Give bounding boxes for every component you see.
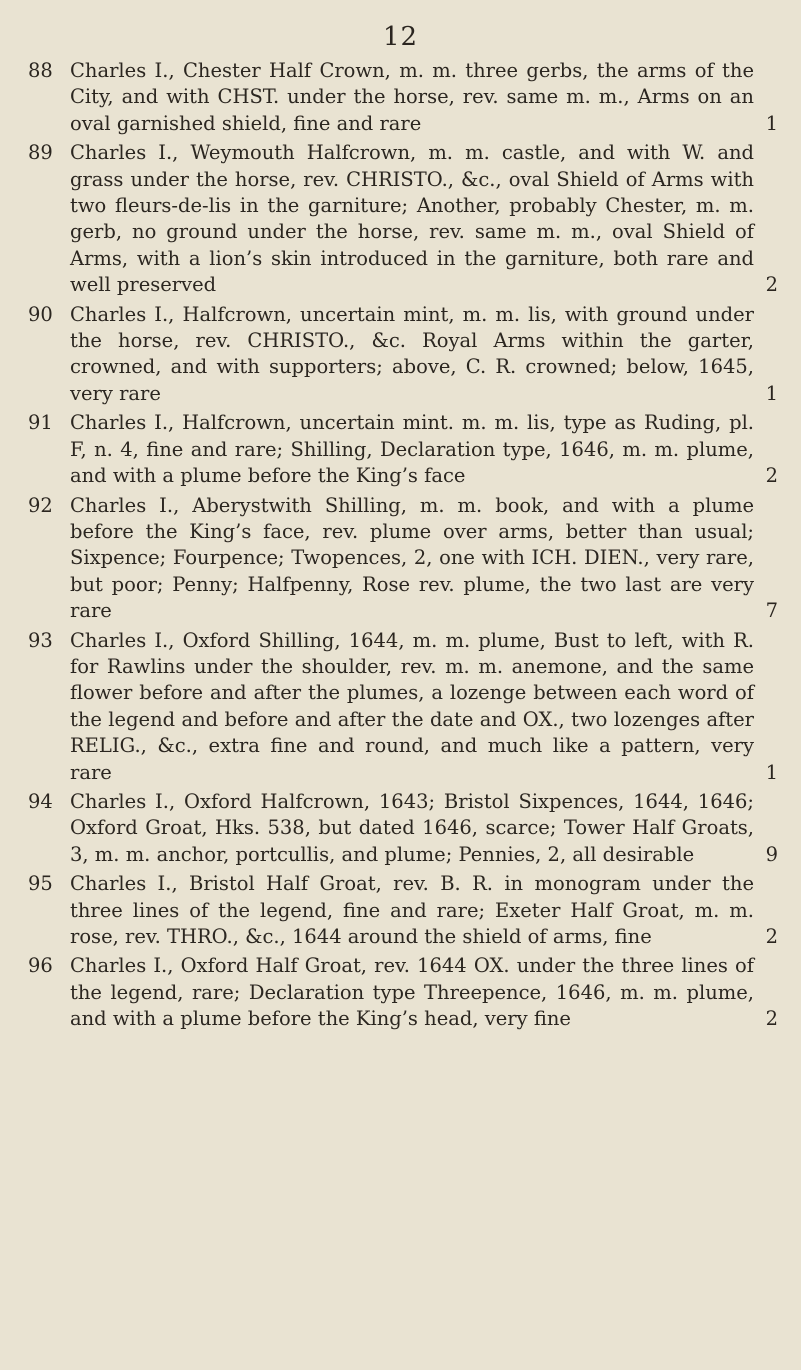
lot-number: 88 (28, 59, 53, 82)
lot-item (28, 410, 778, 489)
lot-quantity: 2 (765, 925, 778, 948)
lot-item (28, 789, 778, 868)
lot-description: Charles I., Chester Half Crown, m. m. three gerbs, the arms of the City, and with CHST. under the horse, rev. same m. m., Arms on an oval garnished shield, fine and rare (70, 59, 754, 135)
lot-quantity: 7 (765, 599, 778, 623)
lot-item (28, 493, 778, 625)
lot-description: Charles I., Weymouth Halfcrown, m. m. castle, and with W. and grass under the horse, rev. CHRISTO., &c., oval Shield of Arms with two fleurs-de-lis in the garniture; Another, probably Chester, m. m. gerb, no ground under the horse, rev. same m. m., oval Shield of Arms, with a lion’s skin introduced in the garniture, both rare and well preserved (70, 141, 754, 297)
lot-description: Charles I., Bristol Half Groat, rev. B. R. in monogram under the three lines of the legend, fine and rare; Exeter Half Groat, m. m. rose, rev. THRO., &c., 1644 around the shield of arms, fine (70, 872, 754, 948)
lot-list (28, 58, 778, 1036)
lot-item (28, 953, 778, 1032)
lot-description: Charles I., Halfcrown, uncertain mint, m. m. lis, with ground under the horse, rev. CHRISTO., &c. Royal Arms within the garter, crowned, and with supporters; above, C. R. crowned; below, 1645, very rare (70, 302, 754, 405)
page-number: 12 (382, 22, 419, 52)
lot-number: 95 (28, 872, 53, 896)
lot-item (28, 140, 778, 298)
lot-quantity: 1 (765, 381, 778, 405)
lot-quantity: 2 (765, 464, 778, 488)
lot-number: 96 (28, 954, 53, 978)
lot-description: Charles I., Oxford Halfcrown, 1643; Bristol Sixpences, 1644, 1646; Oxford Groat, Hks. 538, but dated 1646, scarce; Tower Half Groats, 3, m. m. anchor, portcullis, and plume; Pennies, 2, all desirable (70, 789, 754, 866)
lot-number: 89 (28, 141, 53, 165)
lot-quantity: 1 (765, 760, 778, 784)
lot-item (28, 302, 778, 408)
lot-item (28, 628, 778, 786)
lot-number: 91 (28, 411, 53, 435)
lot-description: Charles I., Aberystwith Shilling, m. m. book, and with a plume before the King’s face, rev. plume over arms, better than usual; Sixpence; Fourpence; Twopences, 2, one with ICH. DIEN., very rare, but poor; Penny; Halfpenny, Rose rev. plume, the two last are very rare (70, 493, 754, 623)
lot-quantity: 9 (765, 842, 778, 866)
lot-description: Charles I., Oxford Half Groat, rev. 1644 OX. under the three lines of the legend, rare; Declaration type Threepence, 1646, m. m. plume, and with a plume before the King’s head, very fine (70, 954, 754, 1031)
lot-item (28, 871, 778, 950)
lot-number: 92 (28, 493, 53, 517)
lot-number: 94 (28, 789, 53, 813)
lot-description: Charles I., Halfcrown, uncertain mint. m. m. lis, type as Ruding, pl. F, n. 4, fine and rare; Shilling, Declaration type, 1646, m. m. plume, and with a plume before the King’s face (70, 411, 754, 488)
lot-description: Charles I., Oxford Shilling, 1644, m. m. plume, Bust to left, with R. for Rawlins under the shoulder, rev. m. m. anemone, and the same flower before and after the plumes, a lozenge between each word of the legend and before and after the date and OX., two lozenges after RELIG., &c., extra fine and round, and much like a pattern, very rare (70, 628, 754, 784)
lot-number: 90 (28, 302, 53, 326)
lot-item (28, 58, 778, 137)
lot-number: 93 (28, 628, 53, 652)
lot-quantity: 1 (765, 111, 778, 135)
lot-quantity: 2 (765, 273, 778, 297)
lot-quantity: 2 (765, 1007, 778, 1031)
